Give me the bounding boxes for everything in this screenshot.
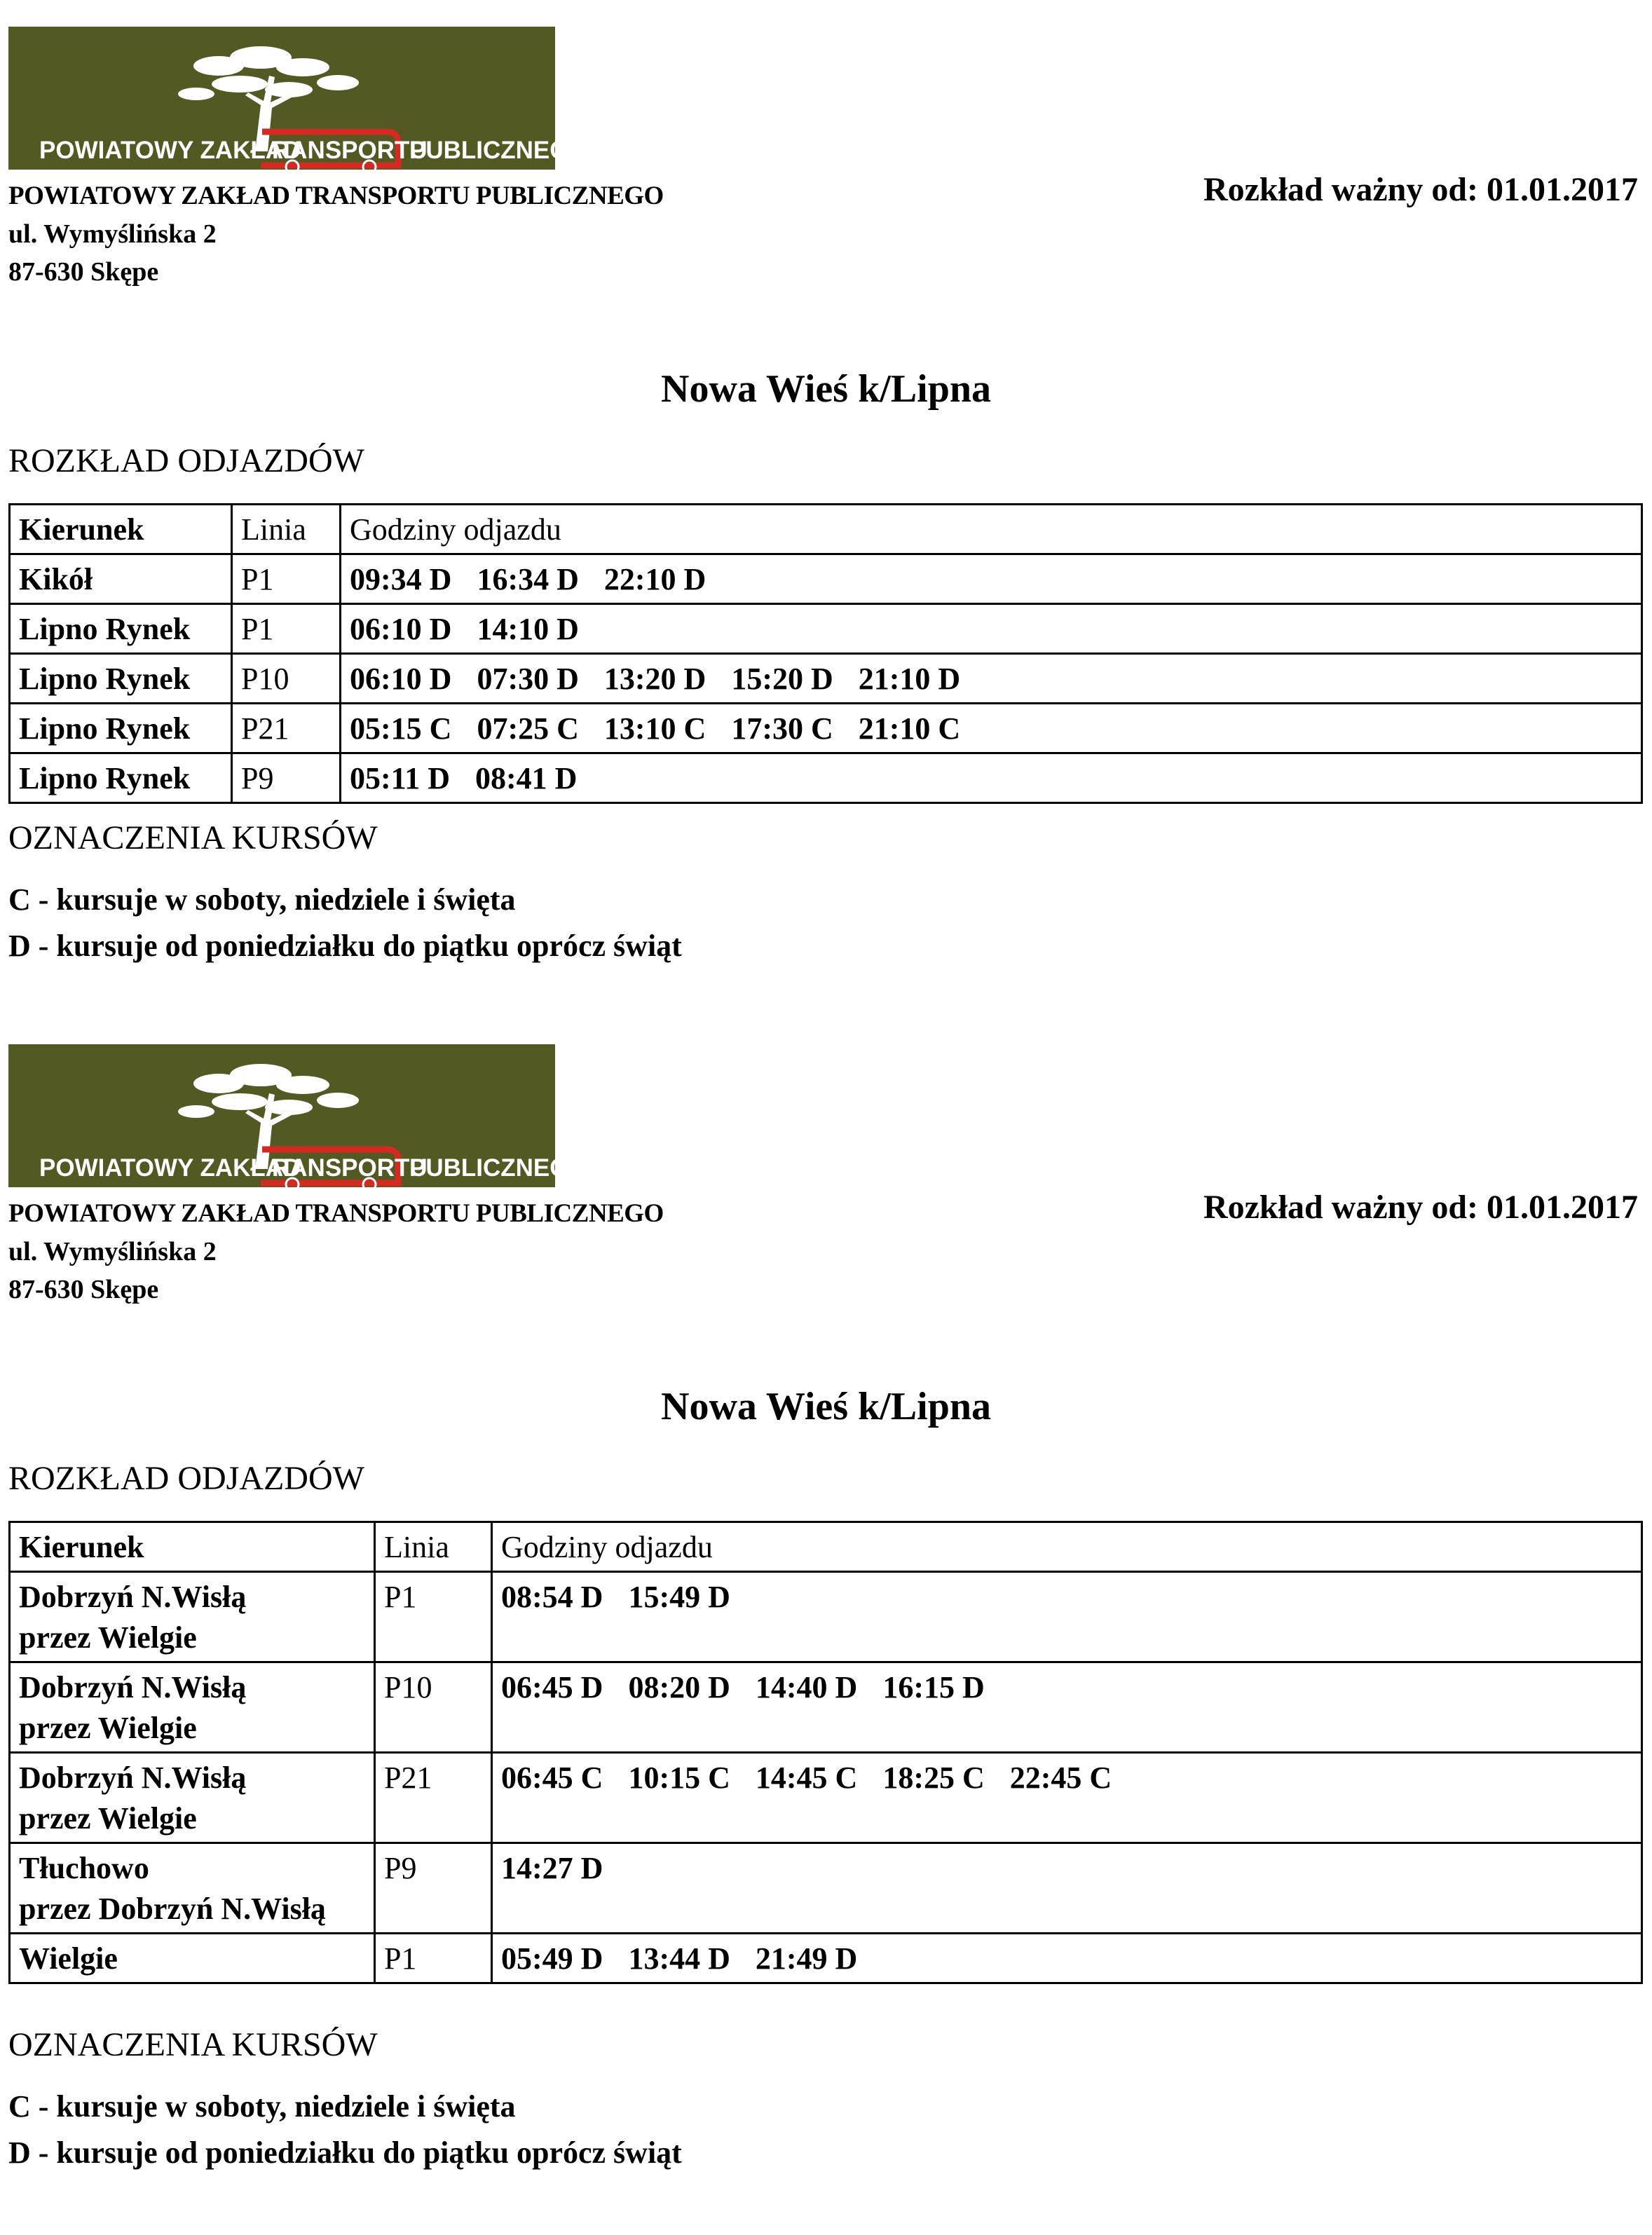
timetable-header	[10, 1522, 1642, 1572]
cell-line: P10	[375, 1662, 492, 1753]
organization-street: ul. Wymyślińska 2	[8, 219, 217, 249]
cell-direction	[10, 1843, 375, 1934]
departure-time: 21:49 D	[755, 1941, 858, 1976]
cell-direction	[10, 1572, 375, 1662]
tree-bus-logo-icon	[8, 27, 588, 170]
departure-time: 16:15 D	[882, 1670, 985, 1704]
departure-time: 14:45 C	[755, 1761, 858, 1795]
cell-direction	[10, 1934, 375, 1983]
departure-time: 07:30 D	[477, 662, 579, 696]
table-row	[10, 1753, 1642, 1843]
direction-line: przez Wielgie	[19, 1801, 197, 1836]
column-header-times: Godziny odjazdu	[341, 505, 1642, 554]
table-row	[10, 1572, 1642, 1662]
logo-text-right: PUBLICZNEGO	[409, 1154, 588, 1182]
valid-from: Rozkład ważny od: 01.01.2017	[1203, 171, 1638, 208]
table-row	[10, 1934, 1642, 1983]
organization-city: 87-630 Skępe	[8, 1275, 159, 1304]
column-header-times: Godziny odjazdu	[492, 1522, 1642, 1572]
cell-line: P21	[375, 1753, 492, 1843]
cell-line: P1	[375, 1934, 492, 1983]
column-header-line: Linia	[375, 1522, 492, 1572]
legend-item-d: D - kursuje od poniedziałku do piątku oprócz świąt	[8, 2135, 682, 2170]
departure-time: 06:10 D	[350, 662, 452, 696]
direction-line: Lipno Rynek	[19, 761, 191, 795]
departure-time: 22:10 D	[603, 562, 706, 596]
departure-time: 08:41 D	[475, 761, 578, 795]
departure-time: 06:45 D	[501, 1670, 603, 1704]
cell-direction	[10, 1753, 375, 1843]
cell-departure-times	[492, 1843, 1642, 1934]
logo-text-mid: RANSPORTU	[272, 1154, 428, 1182]
direction-line: Kikół	[19, 562, 93, 596]
direction-line: przez Wielgie	[19, 1620, 197, 1655]
cell-departure-times	[492, 1572, 1642, 1662]
legend-title: OZNACZENIA KURSÓW	[8, 2026, 378, 2063]
direction-line: Dobrzyń N.Wisłą	[19, 1580, 247, 1614]
organization-name: POWIATOWY ZAKŁAD TRANSPORTU PUBLICZNEGO	[8, 1199, 664, 1228]
departure-time: 16:34 D	[477, 562, 579, 596]
table-row	[10, 604, 1642, 654]
column-header-line: Linia	[232, 505, 341, 554]
timetable-header	[10, 505, 1642, 554]
table-row	[10, 554, 1642, 604]
cell-direction	[10, 753, 232, 803]
cell-line: P9	[375, 1843, 492, 1934]
cell-departure-times	[492, 1662, 1642, 1753]
timetable	[8, 1521, 1643, 1984]
table-row	[10, 654, 1642, 704]
direction-line: Lipno Rynek	[19, 711, 191, 746]
logo-text-mid: RANSPORTU	[272, 137, 428, 164]
organization-address	[8, 1195, 664, 1308]
departure-time: 08:20 D	[628, 1670, 730, 1704]
table-row	[10, 704, 1642, 753]
company-logo	[8, 27, 588, 170]
cell-line: P1	[375, 1572, 492, 1662]
legend-item-c: C - kursuje w soboty, niedziele i święta	[8, 882, 516, 917]
direction-line: Dobrzyń N.Wisłą	[19, 1761, 247, 1795]
departure-time: 14:40 D	[755, 1670, 858, 1704]
departure-time: 08:54 D	[501, 1580, 603, 1614]
cell-departure-times	[341, 753, 1642, 803]
departures-heading: ROZKŁAD ODJAZDÓW	[8, 1460, 364, 1497]
cell-direction	[10, 654, 232, 704]
column-header-direction: Kierunek	[10, 505, 232, 554]
direction-line: Dobrzyń N.Wisłą	[19, 1670, 247, 1704]
table-row	[10, 753, 1642, 803]
organization-street: ul. Wymyślińska 2	[8, 1237, 217, 1266]
stop-title: Nowa Wieś k/Lipna	[661, 367, 991, 411]
direction-line: Lipno Rynek	[19, 662, 191, 696]
cell-direction	[10, 704, 232, 753]
cell-departure-times	[492, 1934, 1642, 1983]
timetable	[8, 503, 1643, 804]
departure-time: 15:49 D	[628, 1580, 730, 1614]
cell-direction	[10, 554, 232, 604]
logo-text-left: POWIATOWY ZAKŁAD	[39, 1154, 301, 1182]
departure-time: 18:25 C	[882, 1761, 985, 1795]
organization-address	[8, 177, 664, 291]
stop-title: Nowa Wieś k/Lipna	[661, 1385, 991, 1428]
valid-from: Rozkład ważny od: 01.01.2017	[1203, 1189, 1638, 1226]
direction-line: przez Wielgie	[19, 1711, 197, 1745]
cell-line: P9	[232, 753, 341, 803]
tree-bus-logo-icon	[8, 1044, 588, 1187]
departure-time: 06:10 D	[350, 612, 452, 646]
departure-time: 21:10 D	[858, 662, 961, 696]
column-header-direction: Kierunek	[10, 1522, 375, 1572]
cell-direction	[10, 604, 232, 654]
departure-time: 05:15 C	[350, 711, 452, 746]
direction-line: Lipno Rynek	[19, 612, 191, 646]
departure-time: 05:11 D	[350, 761, 450, 795]
table-row	[10, 1843, 1642, 1934]
legend-item-c: C - kursuje w soboty, niedziele i święta	[8, 2089, 516, 2124]
departures-heading: ROZKŁAD ODJAZDÓW	[8, 442, 364, 479]
departure-time: 21:10 C	[858, 711, 961, 746]
departure-time: 14:27 D	[501, 1851, 603, 1885]
direction-line: przez Dobrzyń N.Wisłą	[19, 1892, 326, 1926]
departure-time: 13:10 C	[603, 711, 706, 746]
cell-line: P21	[232, 704, 341, 753]
cell-line: P1	[232, 554, 341, 604]
departure-time: 10:15 C	[628, 1761, 730, 1795]
departure-time: 14:10 D	[477, 612, 579, 646]
departure-time: 06:45 C	[501, 1761, 603, 1795]
logo-text-right: PUBLICZNEGO	[409, 137, 588, 164]
departure-time: 09:34 D	[350, 562, 452, 596]
cell-line: P10	[232, 654, 341, 704]
departure-time: 13:44 D	[628, 1941, 730, 1976]
logo-text-left: POWIATOWY ZAKŁAD	[39, 137, 301, 164]
departure-time: 07:25 C	[477, 711, 579, 746]
table-row	[10, 1662, 1642, 1753]
legend-title: OZNACZENIA KURSÓW	[8, 819, 378, 856]
departure-time: 05:49 D	[501, 1941, 603, 1976]
direction-line: Wielgie	[19, 1941, 118, 1976]
departure-time: 17:30 C	[731, 711, 833, 746]
departure-time: 22:45 C	[1009, 1761, 1112, 1795]
cell-departure-times	[341, 704, 1642, 753]
cell-departure-times	[341, 554, 1642, 604]
cell-line: P1	[232, 604, 341, 654]
direction-line: Tłuchowo	[19, 1851, 149, 1885]
legend-item-d: D - kursuje od poniedziałku do piątku oprócz świąt	[8, 929, 682, 963]
departure-time: 13:20 D	[603, 662, 706, 696]
cell-departure-times	[492, 1753, 1642, 1843]
company-logo	[8, 1044, 588, 1187]
cell-departure-times	[341, 654, 1642, 704]
departure-time: 15:20 D	[731, 662, 833, 696]
cell-direction	[10, 1662, 375, 1753]
organization-name: POWIATOWY ZAKŁAD TRANSPORTU PUBLICZNEGO	[8, 182, 664, 210]
cell-departure-times	[341, 604, 1642, 654]
organization-city: 87-630 Skępe	[8, 257, 159, 287]
